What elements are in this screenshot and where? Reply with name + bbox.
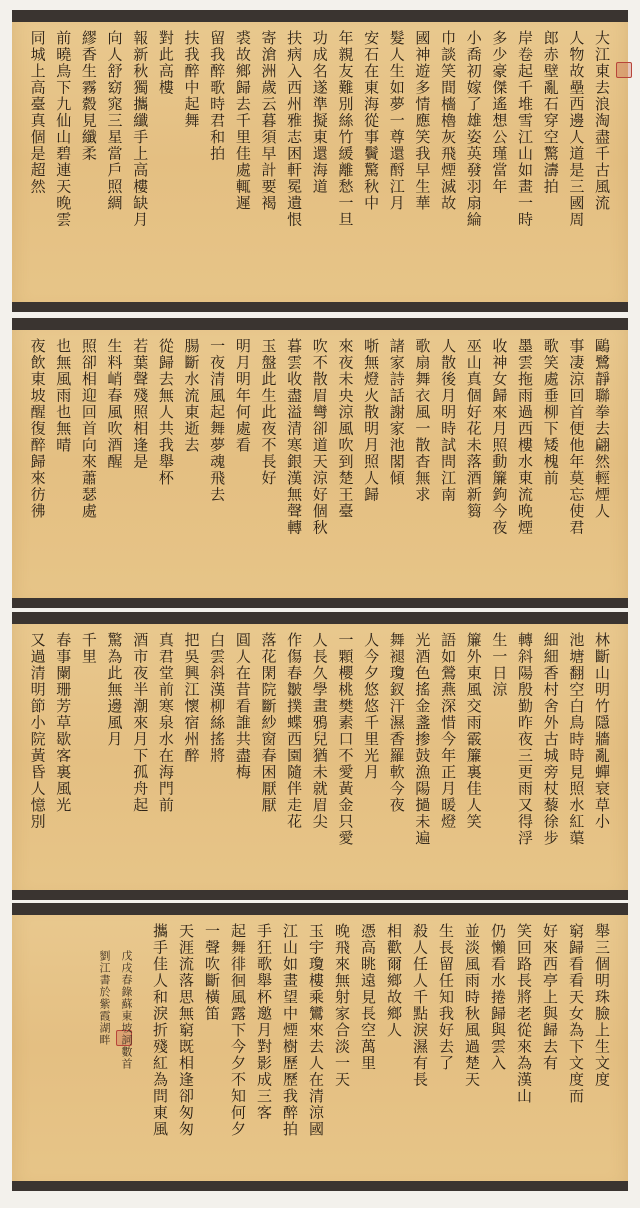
text-column: 郎赤壁亂石穿空驚濤拍 [541, 30, 560, 195]
text-column: 生一日涼 [490, 632, 509, 698]
text-column: 好來西亭上與歸去有 [541, 923, 559, 1072]
text-column: 人今夕悠悠千里光月 [362, 632, 381, 781]
scroll-section-4 [12, 903, 628, 1191]
text-column: 一夜清風起舞夢魂飛去 [208, 338, 227, 503]
text-column: 繆香生霧縠見纖柔 [79, 30, 98, 162]
text-column: 舞褪瓊釵汗濕香羅軟今夜 [387, 632, 406, 814]
text-column: 寄滄洲歲云暮須早計要褐 [259, 30, 278, 212]
text-column: 前曉鳥下九仙山碧連天晚雲 [54, 30, 73, 228]
text-columns-1 [26, 30, 614, 296]
text-column: 若葉聲殘照相逢是 [131, 338, 150, 470]
text-column: 一聲吹斷橫笛 [203, 923, 221, 1022]
colophon-line: 劉江書於紫霞湖畔 [98, 950, 111, 1046]
text-column: 晚飛來無射家合淡一天 [333, 923, 351, 1088]
text-column: 明月明年何處看 [233, 338, 252, 454]
text-column: 安石在東海從事鬢驚秋中 [362, 30, 381, 212]
text-column: 光酒色搖金盞掺鼓漁陽撾未遍 [413, 632, 432, 847]
text-column: 巾談笑間檣櫓灰飛煙滅故 [439, 30, 458, 212]
text-column: 留我醉歌時君和拍 [208, 30, 227, 162]
text-column: 手狂歌舉杯邀月對影成三客 [255, 923, 273, 1121]
text-column: 驚為此無邊風月 [105, 632, 124, 748]
text-column: 語如鶯燕深惜今年正月暖燈 [439, 632, 458, 830]
text-column: 林斷山明竹隱牆亂蟬衰草小 [593, 632, 611, 830]
text-column: 同城上高臺真個是超然 [28, 30, 47, 195]
text-column: 諸家詩話謝家池閣傾 [387, 338, 406, 487]
text-column: 暮雲收盡溢清寒銀漢無聲轉 [285, 338, 304, 536]
text-column: 大江東去浪淘盡千古風流 [593, 30, 611, 212]
text-column: 報新秋獨攜纖手上高樓缺月 [131, 30, 150, 228]
text-column: 舉三個明珠臉上生文度 [593, 923, 611, 1088]
text-column: 吹不散眉彎卻道天涼好個秋 [310, 338, 329, 536]
text-column: 酒市夜半潮來月下孤舟起 [131, 632, 150, 814]
text-column: 玉宇瓊樓乘鸞來去人在清涼國 [307, 923, 325, 1138]
text-column: 生長留任知我好去了 [437, 923, 455, 1072]
text-column: 扶病入西州雅志困軒冕遺恨 [285, 30, 304, 228]
text-column: 把吳興江懷宿州醉 [182, 632, 201, 764]
text-column: 窮歸看看天女為下文度而 [567, 923, 585, 1105]
text-column: 池塘翻空白鳥時時見照水紅蕖 [567, 632, 586, 847]
colophon-line: 戊戌春錄蘇東坡詞數首 [120, 950, 133, 1070]
text-column: 從歸去無人共我舉杯 [156, 338, 175, 487]
text-column: 小喬初嫁了雄姿英發羽扇綸 [464, 30, 483, 228]
text-column: 轉斜陽殷勤昨夜三更雨又得浮 [516, 632, 535, 847]
text-column: 裘故鄉歸去千里佳處輒遲 [233, 30, 252, 212]
text-column: 也無風雨也無晴 [54, 338, 73, 454]
text-column: 人長久學畫鴉兒猶未就眉尖 [310, 632, 329, 830]
text-column: 收神女歸來月照動簾鉤今夜 [490, 338, 509, 536]
text-column: 作傷春皺撲蝶西園隨伴走花 [285, 632, 304, 830]
seal-stamp-icon [616, 62, 632, 78]
scroll-section-1 [12, 10, 628, 312]
text-column: 圓人在昔看誰共盡梅 [233, 632, 252, 781]
text-column: 春事闌珊芳草歇客裏風光 [54, 632, 73, 814]
text-column: 憑高眺遠見長空萬里 [359, 923, 377, 1072]
text-column: 白雲斜漢柳絲搖將 [208, 632, 227, 764]
text-column: 哳無燈火散明月照人歸 [362, 338, 381, 503]
text-column: 相歡爾鄉故鄉人 [385, 923, 403, 1039]
text-column: 歌扇舞衣風一散杳無求 [413, 338, 432, 503]
text-column: 墨雲拖雨過西樓水東流晚煙 [516, 338, 535, 536]
text-column: 腸斷水流東逝去 [182, 338, 201, 454]
text-column: 人物故壘西邊人道是三國周 [567, 30, 586, 228]
text-columns-3 [26, 632, 614, 884]
text-column: 來夜未央涼風吹到楚王臺 [336, 338, 355, 520]
text-column: 細細香村舍外古城旁杖藜徐步 [541, 632, 560, 847]
text-column: 照卻相迎回首向來蕭瑟處 [79, 338, 98, 520]
text-column: 年親友難別絲竹緩離愁一旦 [336, 30, 355, 228]
scroll-section-3 [12, 612, 628, 900]
text-column: 玉盤此生此夜不長好 [259, 338, 278, 487]
text-column: 落花閑院斷紗窗春困厭厭 [259, 632, 278, 814]
text-column: 起舞徘徊風露下今夕不知何夕 [229, 923, 247, 1138]
text-column: 殺人任人千點淚濕有長 [411, 923, 429, 1088]
text-column: 髮人生如夢一尊還酹江月 [387, 30, 406, 212]
text-columns-2 [26, 338, 614, 592]
text-column: 向人舒窈窕三星當戶照綢 [105, 30, 124, 212]
text-column: 國神遊多情應笑我早生華 [413, 30, 432, 212]
text-column: 攜手佳人和淚折殘紅為問東風 [151, 923, 169, 1138]
text-column: 一顆櫻桃樊素口不愛黃金只愛 [336, 632, 355, 847]
text-column: 簾外東風交雨霰簾裏佳人笑 [464, 632, 483, 830]
text-column: 扶我醉中起舞 [182, 30, 201, 129]
text-column: 仍懶看水捲歸與雲入 [489, 923, 507, 1072]
text-column: 又過清明節小院黃昏人憶別 [28, 632, 47, 830]
text-column: 事凄涼回首便他年莫忘使君 [567, 338, 586, 536]
text-column: 生料峭春風吹酒醒 [105, 338, 124, 470]
text-column: 岸卷起千堆雪江山如畫一時 [516, 30, 535, 228]
text-column: 鷗鷺靜聯拳去翩然輕煙人 [593, 338, 611, 520]
text-column: 並淡風雨時秋風過楚天 [463, 923, 481, 1088]
text-column: 巫山真個好花未落酒新篘 [464, 338, 483, 520]
text-column: 夜飲東坡醒復醉歸來彷彿 [28, 338, 47, 520]
text-column: 江山如畫望中煙樹歷歷我醉拍 [281, 923, 299, 1138]
scroll-section-2 [12, 318, 628, 608]
text-column: 歌笑處垂柳下矮槐前 [541, 338, 560, 487]
text-column: 人散後月明時試問江南 [439, 338, 458, 503]
text-column: 對此高樓 [156, 30, 175, 96]
text-column: 多少豪傑遙想公瑾當年 [490, 30, 509, 195]
text-column: 千里 [79, 632, 98, 665]
text-column: 天涯流落思無窮既相逢卻匆匆 [177, 923, 195, 1138]
text-column: 真君堂前寒泉水在海門前 [156, 632, 175, 814]
text-columns-4 [26, 923, 614, 1175]
text-column: 功成名遂準擬東還海道 [310, 30, 329, 195]
text-column: 笑回路長將老從來為漢山 [515, 923, 533, 1105]
